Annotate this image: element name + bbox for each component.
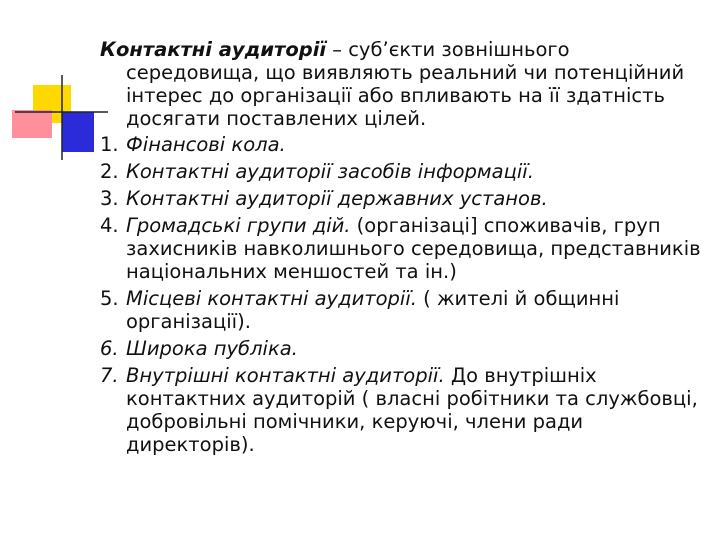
item-number: 2.	[100, 160, 119, 183]
item-title: Місцеві контактні аудиторії.	[126, 287, 417, 310]
definition-term: Контактні аудиторії	[100, 38, 327, 61]
list-item	[100, 133, 705, 156]
definition-text: – суб’єкти зовнішнього середовища, що виявляють реальний чи потенційний інтерес до організації або впливають на її здатність досягати поставлених цілей.	[126, 38, 685, 130]
item-title: Громадські групи дій.	[126, 214, 351, 237]
list-item	[100, 214, 705, 283]
item-number: 3.	[100, 187, 119, 210]
item-number: 1.	[100, 133, 119, 156]
list-item	[100, 287, 705, 333]
slide-body	[100, 38, 705, 460]
item-title: Контактні аудиторії засобів інформації.	[126, 160, 534, 183]
item-title: Фінансові кола.	[126, 133, 286, 156]
list-item	[100, 160, 705, 183]
pink-square	[12, 110, 52, 138]
item-number: 5.	[100, 287, 119, 310]
item-number: 7.	[100, 364, 119, 387]
definition-paragraph	[100, 38, 705, 130]
decorative-squares	[0, 0, 110, 170]
item-text: До внутрішніх контактних аудиторій ( власні робітники та службовці, добровільні помічники, керуючі, члени ради директорів).	[126, 364, 698, 456]
blue-square	[62, 112, 94, 152]
list-item	[100, 364, 705, 456]
item-title: Внутрішні контактні аудиторії.	[126, 364, 445, 387]
item-title: Контактні аудиторії державних установ.	[126, 187, 548, 210]
item-title: Широка публіка.	[126, 337, 298, 360]
item-text: (організаці] споживачів, груп захисників навколишнього середовища, представників національних меншостей та ін.)	[126, 214, 701, 283]
list-item	[100, 337, 705, 360]
item-number: 4.	[100, 214, 119, 237]
item-number: 6.	[100, 337, 119, 360]
list-item	[100, 187, 705, 210]
item-text: ( жителі й общинні організації).	[126, 287, 620, 333]
